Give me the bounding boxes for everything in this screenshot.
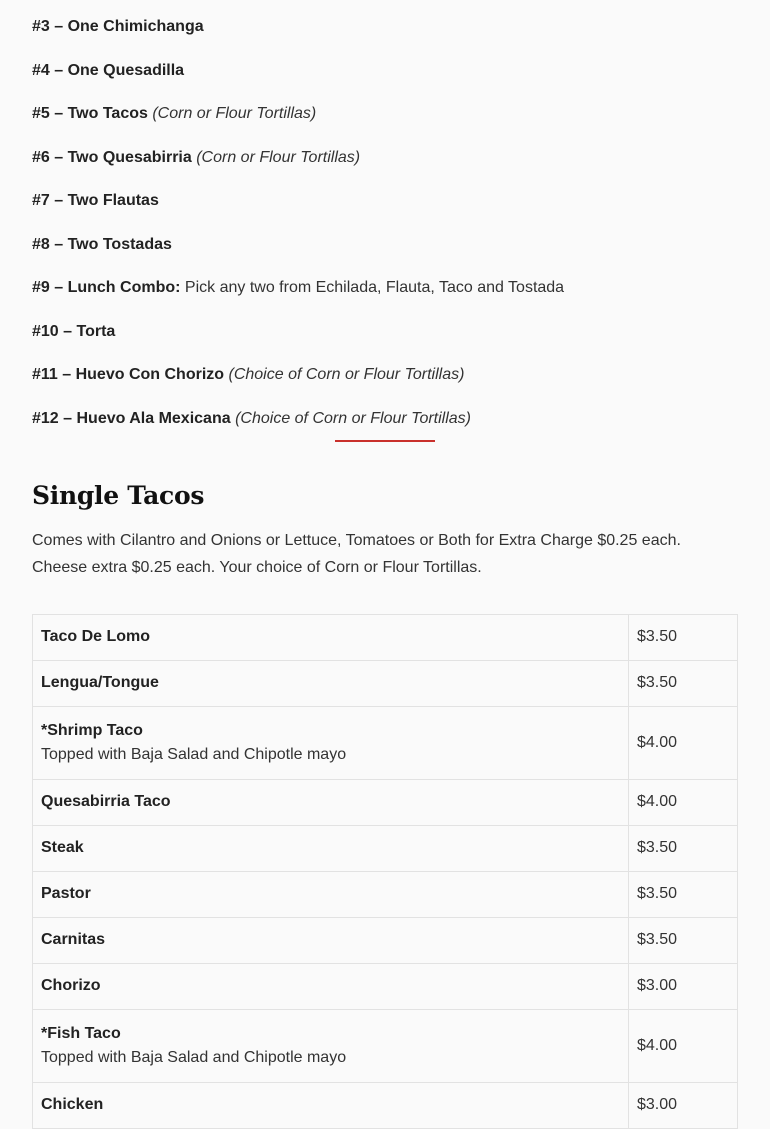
item-price: $3.50 <box>629 660 738 706</box>
item-name: *Shrimp Taco <box>41 721 143 739</box>
combo-note: (Choice of Corn or Flour Tortillas) <box>228 366 465 383</box>
combo-note: (Corn or Flour Tortillas) <box>152 105 317 122</box>
item-cell <box>33 963 629 1009</box>
combo-note: (Corn or Flour Tortillas) <box>196 148 361 166</box>
item-price: $3.50 <box>629 871 738 917</box>
combo-item <box>32 408 738 430</box>
combo-item <box>32 364 738 386</box>
combo-note: (Choice of Corn or Flour Tortillas) <box>235 409 472 427</box>
item-name: *Fish Taco <box>41 1024 121 1042</box>
item-name: Chicken <box>41 1096 104 1113</box>
combo-name: #4 – One Quesadilla <box>32 61 185 79</box>
item-price: $4.00 <box>629 706 738 779</box>
item-description: Topped with Baja Salad and Chipotle mayo <box>41 1048 347 1066</box>
item-cell <box>33 1009 629 1082</box>
table-row <box>33 1009 738 1082</box>
combo-item <box>32 190 738 212</box>
table-row <box>33 660 738 706</box>
item-cell <box>33 706 629 779</box>
combo-name: #3 – One Chimichanga <box>32 18 204 35</box>
table-row <box>33 963 738 1009</box>
table-row <box>33 917 738 963</box>
combo-name: #5 – Two Tacos <box>32 105 148 122</box>
item-name: Lengua/Tongue <box>41 674 159 691</box>
section-divider <box>335 440 435 442</box>
combo-list <box>32 0 738 430</box>
combo-name: #7 – Two Flautas <box>32 192 159 209</box>
combo-item <box>32 103 738 125</box>
combo-item <box>32 60 738 82</box>
item-name: Pastor <box>41 885 91 902</box>
item-price: $3.50 <box>629 825 738 871</box>
combo-name: #11 – Huevo Con Chorizo <box>32 366 225 383</box>
item-name: Steak <box>41 839 84 856</box>
combo-name: #12 – Huevo Ala Mexicana <box>32 409 231 427</box>
item-cell <box>33 779 629 825</box>
item-price: $3.00 <box>629 1082 738 1128</box>
item-cell <box>33 917 629 963</box>
combo-name: #6 – Two Quesabirria <box>32 148 192 166</box>
combo-item <box>32 277 738 299</box>
item-price: $3.50 <box>629 917 738 963</box>
table-row <box>33 825 738 871</box>
item-name: Carnitas <box>41 931 106 948</box>
combo-item <box>32 234 738 256</box>
combo-item <box>32 16 738 38</box>
table-row <box>33 871 738 917</box>
table-row <box>33 614 738 660</box>
combo-item <box>32 321 738 343</box>
section-description: Comes with Cilantro and Onions or Lettuce, Tomatoes or Both for Extra Charge $0.25 each. Cheese extra $0.25 each. Your choice of Corn or Flour Tortillas. <box>32 531 681 576</box>
combo-name: #8 – Two Tostadas <box>32 235 172 253</box>
combo-name: #9 – Lunch Combo: <box>32 279 181 296</box>
item-price: $3.00 <box>629 963 738 1009</box>
item-price: $3.50 <box>629 614 738 660</box>
table-row <box>33 1082 738 1128</box>
table-row <box>33 706 738 779</box>
item-description: Topped with Baja Salad and Chipotle mayo <box>41 745 347 763</box>
item-cell <box>33 1082 629 1128</box>
combo-name: #10 – Torta <box>32 322 116 340</box>
combo-description: Pick any two from Echilada, Flauta, Taco and Tostada <box>184 279 565 296</box>
item-name: Quesabirria Taco <box>41 793 171 810</box>
section-title: Single Tacos <box>32 480 205 510</box>
item-cell <box>33 871 629 917</box>
table-row <box>33 779 738 825</box>
item-name: Chorizo <box>41 977 101 994</box>
single-tacos-table <box>32 614 738 1129</box>
item-cell <box>33 825 629 871</box>
item-price: $4.00 <box>629 1009 738 1082</box>
combo-item <box>32 147 738 169</box>
item-cell <box>33 614 629 660</box>
item-cell <box>33 660 629 706</box>
item-price: $4.00 <box>629 779 738 825</box>
item-name: Taco De Lomo <box>41 628 151 645</box>
